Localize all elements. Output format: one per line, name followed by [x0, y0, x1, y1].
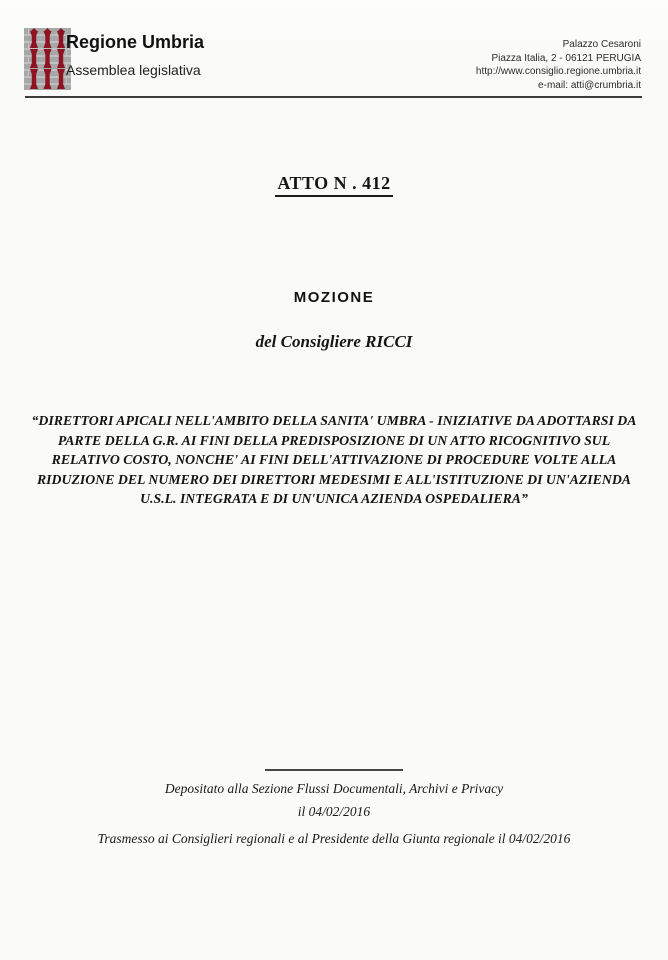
document-type: MOZIONE — [293, 289, 375, 306]
address-url: http://www.consiglio.regione.umbria.it — [475, 66, 641, 77]
letterhead — [0, 0, 668, 98]
subject-line: RIDUZIONE DEL NUMERO DEI DIRETTORI MEDESIMI E ALL'ISTITUZIONE DI UN'AZIENDA — [36, 471, 631, 487]
act-number-wrap — [0, 173, 668, 197]
act-number: ATTO N . 412 — [275, 173, 392, 197]
address-email: e-mail: atti@crumbria.it — [538, 79, 641, 91]
org-subtitle: Assemblea legislativa — [66, 62, 201, 78]
address-line: Piazza Italia, 2 - 06121 PERUGIA — [491, 52, 641, 64]
transmission-note: Trasmesso ai Consiglieri regionali e al Presidente della Giunta regionale il 04/02/2016 — [97, 831, 571, 846]
subject-line: PARTE DELLA G.R. AI FINI DELLA PREDISPOSIZIONE DI UN ATTO RICOGNITIVO SUL — [57, 432, 611, 448]
document-author: del Consigliere RICCI — [255, 332, 413, 351]
deposit-date: il 04/02/2016 — [297, 804, 371, 819]
regione-umbria-emblem-icon — [24, 27, 71, 91]
org-name: Regione Umbria — [66, 32, 205, 52]
document-subject — [0, 411, 668, 509]
address-block — [476, 38, 641, 92]
header-divider — [25, 96, 642, 98]
subject-line: “DIRETTORI APICALI NELL'AMBITO DELLA SANITA' UMBRA - INIZIATIVE DA ADOTTARSI DA — [31, 413, 637, 428]
deposit-note: Depositato alla Sezione Flussi Documentali, Archivi e Privacy — [164, 781, 504, 796]
footer-divider — [265, 769, 403, 771]
subject-line: RELATIVO COSTO, NONCHE' AI FINI DELL'ATTIVAZIONE DI PROCEDURE VOLTE ALLA — [51, 452, 617, 467]
subject-line: U.S.L. INTEGRATA E DI UN'UNICA AZIENDA OSPEDALIERA” — [140, 491, 528, 506]
address-line: Palazzo Cesaroni — [562, 39, 641, 50]
